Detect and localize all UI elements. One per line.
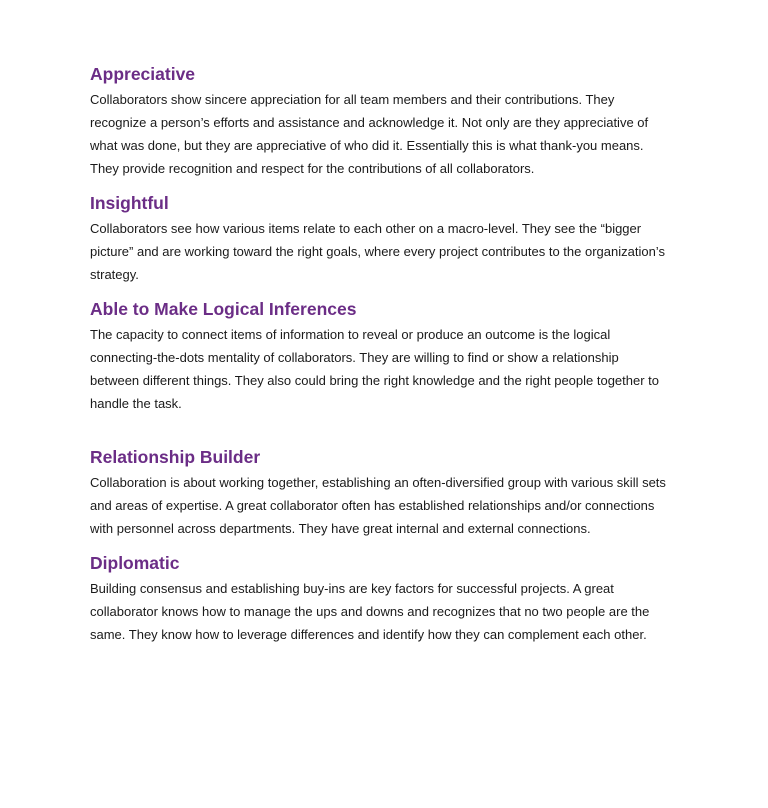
section-heading: Insightful: [90, 193, 169, 213]
section-paragraph: The capacity to connect items of information to reveal or produce an outcome is the logical connecting-the-dots mentality of collaborators. They are willing to find or show a relationship between different things. They also could bring the right knowledge and the right people together to handle the task.: [90, 327, 660, 411]
section-heading: Appreciative: [90, 64, 196, 84]
document-page: [90, 62, 670, 646]
section-appreciative: [90, 62, 670, 180]
section-paragraph: Building consensus and establishing buy-ins are key factors for successful projects. A great collaborator knows how to manage the ups and downs and recognizes that no two people are the same. They know how to leverage differences and identify how they can complement each other.: [90, 581, 650, 642]
section-paragraph: Collaborators show sincere appreciation for all team members and their contributions. They recognize a person’s efforts and assistance and acknowledge it. Not only are they appreciative of what was done, but they are appreciative of who did it. Essentially this is what thank-you means. They provide recognition and respect for the contributions of all collaborators.: [90, 92, 649, 176]
section-paragraph: Collaborators see how various items relate to each other on a macro-level. They see the “bigger picture” and are working toward the right goals, where every project contributes to the organization’s strategy.: [90, 221, 665, 282]
section-heading: Relationship Builder: [90, 447, 261, 467]
section-diplomatic: [90, 551, 670, 646]
section-heading: Able to Make Logical Inferences: [90, 299, 357, 319]
section-heading: Diplomatic: [90, 553, 180, 573]
section-relationship-builder: [90, 445, 670, 540]
section-logical-inferences: [90, 297, 670, 415]
section-insightful: [90, 191, 670, 286]
section-paragraph: Collaboration is about working together, establishing an often-diversified group with various skill sets and areas of expertise. A great collaborator often has established relationships and/or connections with personnel across departments. They have great internal and external connections.: [90, 475, 666, 536]
